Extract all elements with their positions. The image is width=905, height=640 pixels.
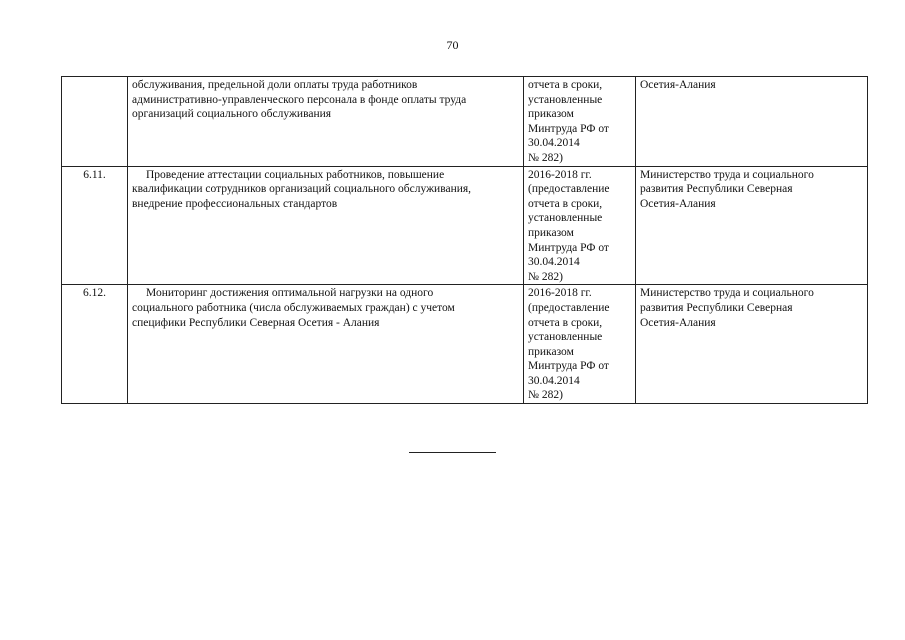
- row-number-cell: [62, 285, 128, 404]
- closing-rule: [409, 452, 496, 453]
- term-line: установленные: [528, 212, 603, 225]
- responsible-line: Министерство труда и социального: [640, 287, 814, 300]
- term-line: Минтруда РФ от: [528, 360, 609, 373]
- description-cell: [128, 166, 524, 285]
- term-line: 30.04.2014: [528, 137, 580, 150]
- term-cell: [524, 77, 636, 167]
- description-line: [132, 286, 519, 301]
- term-line: установленные: [528, 93, 603, 106]
- table-row: [62, 166, 868, 285]
- table-row: [62, 285, 868, 404]
- term-cell: [524, 285, 636, 404]
- responsible-line: Осетия-Алания: [640, 316, 716, 329]
- description-cell: [128, 77, 524, 167]
- responsible-cell: [636, 77, 868, 167]
- description-line: организаций социального обслуживания: [132, 108, 332, 121]
- responsible-line: развития Республики Северная: [640, 301, 793, 314]
- responsible-line: Осетия-Алания: [640, 79, 716, 91]
- responsible-cell: [636, 285, 868, 404]
- row-number: 6.11.: [83, 168, 106, 181]
- term-line: Минтруда РФ от: [528, 122, 609, 135]
- description-line: административно-управленческого персонала в фонде оплаты труда: [132, 93, 467, 106]
- term-line: 30.04.2014: [528, 256, 580, 269]
- term-line: № 282): [528, 389, 563, 402]
- description-line: квалификации сотрудников организаций социального обслуживания,: [132, 183, 472, 196]
- term-line: отчета в сроки,: [528, 316, 603, 329]
- description-line: обслуживания, предельной доли оплаты труда работников: [132, 79, 418, 91]
- term-line: приказом: [528, 108, 574, 121]
- table-row: [62, 77, 868, 167]
- responsible-line: развития Республики Северная: [640, 183, 793, 196]
- description-line: специфики Республики Северная Осетия - Алания: [132, 316, 380, 329]
- description-line-text: Проведение аттестации социальных работников, повышение: [146, 168, 445, 181]
- responsible-line: Осетия-Алания: [640, 197, 716, 210]
- term-line: (предоставление: [528, 183, 610, 196]
- term-line: Минтруда РФ от: [528, 241, 609, 254]
- term-line: приказом: [528, 345, 574, 358]
- row-number: 6.12.: [83, 287, 106, 300]
- page-number: 70: [446, 38, 459, 52]
- term-line: 30.04.2014: [528, 374, 580, 387]
- term-line: приказом: [528, 226, 574, 239]
- responsible-line: Министерство труда и социального: [640, 168, 814, 181]
- term-line: установленные: [528, 331, 603, 344]
- term-line: отчета в сроки,: [528, 79, 603, 91]
- term-line: 2016-2018 гг.: [528, 287, 592, 300]
- row-number-cell: [62, 77, 128, 167]
- term-line: (предоставление: [528, 301, 610, 314]
- description-line: внедрение профессиональных стандартов: [132, 197, 338, 210]
- term-line: 2016-2018 гг.: [528, 168, 592, 181]
- description-line: [132, 168, 519, 183]
- description-cell: [128, 285, 524, 404]
- term-line: № 282): [528, 151, 563, 164]
- responsible-cell: [636, 166, 868, 285]
- row-number-cell: [62, 166, 128, 285]
- description-line: социального работника (числа обслуживаемых граждан) с учетом: [132, 301, 455, 314]
- term-line: № 282): [528, 270, 563, 283]
- term-line: отчета в сроки,: [528, 197, 603, 210]
- measures-table: [61, 76, 868, 404]
- term-cell: [524, 166, 636, 285]
- description-line-text: Мониторинг достижения оптимальной нагрузки на одного: [146, 287, 434, 300]
